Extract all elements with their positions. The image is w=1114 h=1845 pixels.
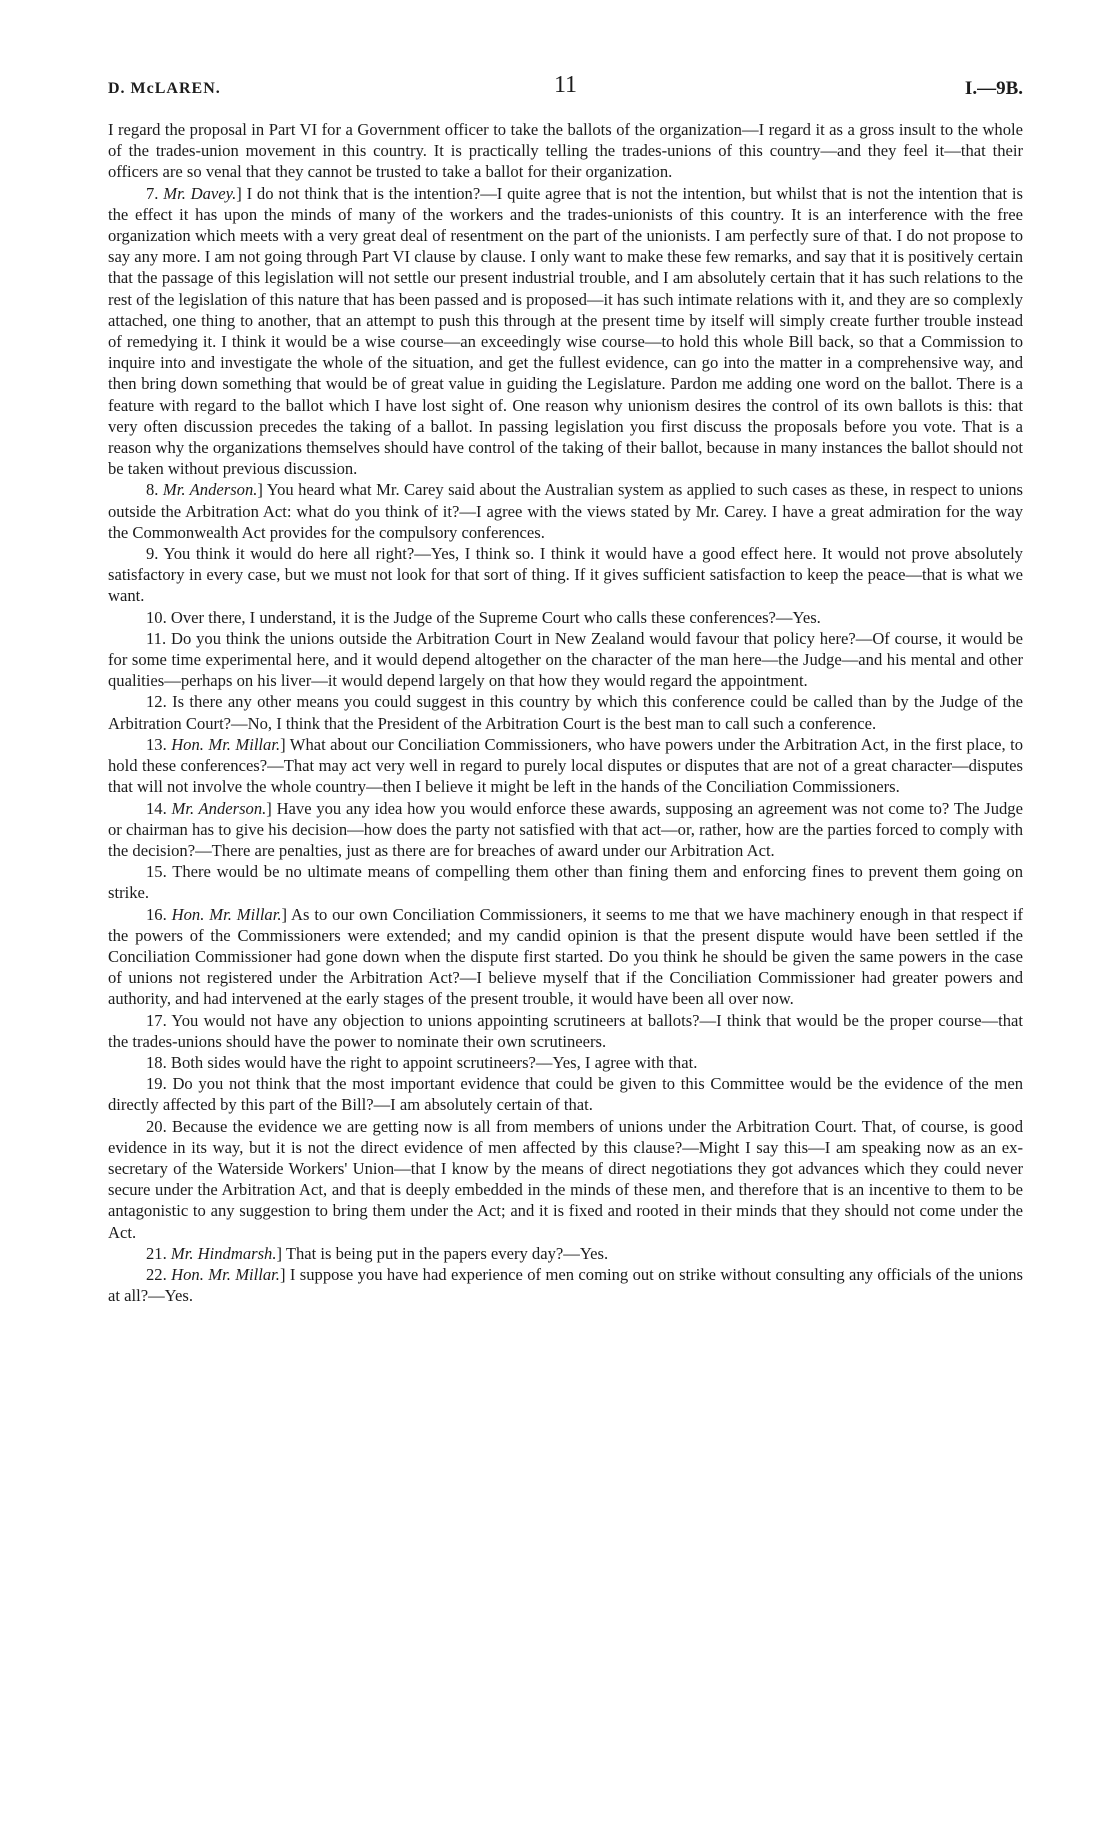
speaker-name: Mr. Anderson. — [171, 798, 267, 818]
question-number: 19. — [146, 1074, 167, 1094]
question-number: 21. — [146, 1243, 167, 1263]
question-16: 16. Hon. Mr. Millar.] As to our own Conciliation Commissioners, it seems to me that we have machinery enough in that respect if the powers of the Commissioners were extended; and my candid opinion is that the present dispute would have been settled if the Conciliation Commissioner had gone down when the dispute first started. Do you think he should be given the same powers in the case of unions not registered under the Arbitration Act?—I believe myself that if the Conciliation Commissioner had greater powers and authority, and had intervened at the early stages of the present trouble, it would have been all over now. — [108, 904, 1023, 1009]
paragraph-text: I do not think that is the intention?—I quite agree that is not the intention, but whilst that is not the intention that is the effect it has upon the minds of many of the workers and the trades-unionists of this country. It is an interference with the free organization which meets with a very great deal of resentment on the part of the unionists. I am perfectly sure of that. I do not propose to say any more. I am not going through Part VI clause by clause. I only want to make these few remarks, and say that it is positively certain that the passage of this legislation will not settle our present industrial trouble, and I am absolutely certain that it has such relations to the rest of the legislation of this nature that has been passed and is proposed—it has such intimate relations with it, and they are so complexly attached, one thing to another, that an attempt to push this through at the present time by itself will simply create further trouble instead of remedying it. I think it would be a wise course—an exceedingly wise course—to hold this whole Bill back, so that a Commission to inquire into and investigate the whole of the situation, and get the fullest evidence, can go into the matter in a comprehensive way, and then bring down something that would be of great value in guiding the Legislature. Pardon me adding one word on the ballot. There is a feature with regard to the ballot which I have lost sight of. One reason why unionism desires the control of its own ballots is this: that very often discussion precedes the taking of a ballot. In passing legislation you first discuss the proposals before you vote. That is a reason why the organizations themselves should have control of the taking of their ballot, because in many instances the ballot should not be taken without previous discussion. — [108, 183, 1023, 479]
question-number: 9. — [146, 544, 159, 564]
question-number: 15. — [146, 862, 167, 882]
question-20 — [108, 1116, 1023, 1243]
paragraph-text: I regard the proposal in Part VI for a Government officer to take the ballots of the organization—I regard it as a gross insult to the whole of the trades-union movement in this country. It is practically telling the trades-unions of this country—and they feel it—that their officers are so venal that they cannot be trusted to take a ballot for their organization. — [108, 120, 1023, 182]
page-number: 11 — [553, 72, 578, 98]
question-8: 8. Mr. Anderson.] You heard what Mr. Carey said about the Australian system as applied to such cases as these, in respect to unions outside the Arbitration Act: what do you think of it?—I agree with the views stated by Mr. Carey. I have a great admiration for the way the Commonwealth Act provides for the compulsory conferences. — [108, 480, 1023, 542]
paragraph-text: I suppose you have had experience of men coming out on strike without consulting any officials of the unions at all?—Yes. — [108, 1264, 1023, 1306]
question-number: 22. — [146, 1264, 167, 1284]
question-10 — [108, 607, 1023, 628]
speaker-name: Hon. Mr. Millar. — [171, 1264, 280, 1284]
paragraph-text: Do you not think that the most important evidence that could be given to this Committee would be the evidence of the men directly affected by this part of the Bill?—I am absolutely certain of that. — [108, 1074, 1023, 1115]
paragraph-text: Over there, I understand, it is the Judge of the Supreme Court who calls these conferences?—Yes. — [170, 607, 821, 627]
question-19 — [108, 1073, 1023, 1115]
transcript-body — [108, 119, 1023, 1306]
question-7: 7. Mr. Davey.] I do not think that is the intention?—I quite agree that is not the intention, but whilst that is not the intention that is the effect it has upon the minds of many of the workers and the trades-unionists of this country. It is an interference with the free organization which meets with a very great deal of resentment on the part of the unionists. I am perfectly sure of that. I do not propose to say any more. I am not going through Part VI clause by clause. I only want to make these few remarks, and say that it is positively certain that the passage of this legislation will not settle our present industrial trouble, and I am absolutely certain that it has such relations to the rest of the legislation of this nature that has been passed and is proposed—it has such intimate relations with it, and they are so complexly attached, one thing to another, that an attempt to push this through at the present time by itself will simply create further trouble instead of remedying it. I think it would be a wise course—an exceedingly wise course—to hold this whole Bill back, so that a Commission to inquire into and investigate the whole of the situation, and get the fullest evidence, can go into the matter in a comprehensive way, and then bring down something that would be of great value in guiding the Legislature. Pardon me adding one word on the ballot. There is a feature with regard to the ballot which I have lost sight of. One reason why unionism desires the control of its own ballots is this: that very often discussion precedes the taking of a ballot. In passing legislation you first discuss the proposals before you vote. That is a reason why the organizations themselves should have control of the taking of their ballot, because in many instances the ballot should not be taken without previous discussion. — [108, 183, 1023, 479]
paragraph-text: Have you any idea how you would enforce these awards, supposing an agreement was not come to? The Judge or chairman has to give his decision—how does the party not satisfied with that act—or, rather, how are the parties forced to comply with the decision?—There are penalties, just as there are for breaches of award under our Arbitration Act. — [108, 798, 1023, 860]
question-17 — [108, 1010, 1023, 1052]
speaker-name: Hon. Mr. Millar. — [171, 904, 282, 924]
paragraph-text: You would not have any objection to unions appointing scrutineers at ballots?—I think that would be the proper course—that the trades-unions should have the power to nominate their own scrutineers. — [108, 1010, 1023, 1051]
question-number: 20. — [146, 1116, 167, 1136]
question-13: 13. Hon. Mr. Millar.] What about our Conciliation Commissioners, who have powers under the Arbitration Act, in the first place, to hold these conferences?—That may act very well in regard to purely local disputes or disputes that are not of a great character—disputes that will not involve the whole country—then I believe it might be left in the hands of the Conciliation Commissioners. — [108, 734, 1024, 797]
paragraph-text: Do you think the unions outside the Arbitration Court in New Zealand would favour that policy here?—Of course, it would be for some time experimental here, and it would depend altogether on the character of the man here—the Judge—and his mental and other qualities—perhaps on his liver—it would depend largely on that how they would regard the appointment. — [108, 628, 1023, 691]
paragraph-text: There would be no ultimate means of compelling them other than fining them and enforcing fines to prevent them going on strike. — [108, 862, 1023, 903]
speaker-name: Mr. Anderson. — [162, 480, 258, 500]
paragraph-text: That is being put in the papers every day?—Yes. — [285, 1243, 609, 1263]
question-15 — [108, 861, 1023, 903]
question-number: 10. — [146, 607, 167, 627]
document-reference: I.—9B. — [964, 78, 1023, 99]
question-number: 18. — [146, 1052, 167, 1072]
question-number: 13. — [146, 734, 167, 754]
paragraph-text: Is there any other means you could suggest in this country by which this conference could be called than by the Judge of the Arbitration Court?—No, I think that the President of the Arbitration Court is the best man to call such a conference. — [108, 692, 1023, 733]
witness-name: D. McLAREN. — [108, 80, 221, 97]
speaker-name: Hon. Mr. Millar. — [171, 734, 281, 754]
paragraph-text: You heard what Mr. Carey said about the Australian system as applied to such cases as these, in respect to unions outside the Arbitration Act: what do you think of it?—I agree with the views stated by Mr. Carey. I have a great admiration for the way the Commonwealth Act provides for the compulsory conferences. — [108, 480, 1023, 542]
paragraph-text: Because the evidence we are getting now is all from members of unions under the Arbitration Court. That, of course, is good evidence in its way, but it is not the direct evidence of men affected by this clause?—Might I say this—I am speaking now as an ex-secretary of the Waterside Workers' Union—that I know by the means of direct negotiations they got advances which they could never secure under the Arbitration Act, and that is deeply embedded in the minds of these men, and therefore that is an incentive to them to be antagonistic to any suggestion to bring them under the Act; and it is fixed and rooted in their minds that they should not come under the Act. — [108, 1116, 1023, 1242]
page-header — [108, 72, 1023, 102]
paragraph-text: You think it would do here all right?—Yes, I think so. I think it would have a good effect here. It would not prove absolutely satisfactory in every case, but we must not look for that sort of thing. If it gives sufficient satisfaction to keep the peace—that is what we want. — [108, 544, 1023, 606]
question-21: 21. Mr. Hindmarsh.] That is being put in the papers every day?—Yes. — [146, 1243, 609, 1263]
question-12 — [108, 691, 1023, 733]
paragraph-continuation — [108, 119, 1023, 183]
paragraph-text: What about our Conciliation Commissioners, who have powers under the Arbitration Act, in the first place, to hold these conferences?—That may act very well in regard to purely local disputes or disputes that are not of a great character—disputes that will not involve the whole country—then I believe it might be left in the hands of the Conciliation Commissioners. — [108, 734, 1024, 797]
question-14: 14. Mr. Anderson.] Have you any idea how you would enforce these awards, supposing an agreement was not come to? The Judge or chairman has to give his decision—how does the party not satisfied with that act—or, rather, how are the parties forced to comply with the decision?—There are penalties, just as there are for breaches of award under our Arbitration Act. — [108, 798, 1023, 860]
question-number: 11. — [146, 628, 167, 648]
question-22: 22. Hon. Mr. Millar.] I suppose you have had experience of men coming out on strike without consulting any officials of the unions at all?—Yes. — [108, 1264, 1023, 1306]
question-11 — [108, 628, 1023, 692]
question-18 — [108, 1052, 1023, 1073]
question-number: 14. — [146, 798, 167, 818]
question-9 — [108, 543, 1023, 607]
speaker-name: Mr. Hindmarsh. — [170, 1243, 277, 1263]
question-number: 12. — [146, 692, 167, 712]
question-number: 16. — [146, 904, 167, 924]
speaker-name: Mr. Davey. — [163, 183, 237, 203]
paragraph-text: As to our own Conciliation Commissioners, it seems to me that we have machinery enough in that respect if the powers of the Commissioners were extended; and my candid opinion is that the present dispute would have been settled if the Conciliation Commissioner had gone down when the dispute first started. Do you think he should be given the same powers in the case of unions not registered under the Arbitration Act?—I believe myself that if the Conciliation Commissioner had greater powers and authority, and had intervened at the early stages of the present trouble, it would have been all over now. — [108, 904, 1023, 1009]
question-number: 17. — [146, 1010, 167, 1030]
paragraph-text: Both sides would have the right to appoint scrutineers?—Yes, I agree with that. — [170, 1052, 698, 1072]
question-number: 8. — [146, 480, 159, 500]
question-number: 7. — [146, 183, 159, 203]
